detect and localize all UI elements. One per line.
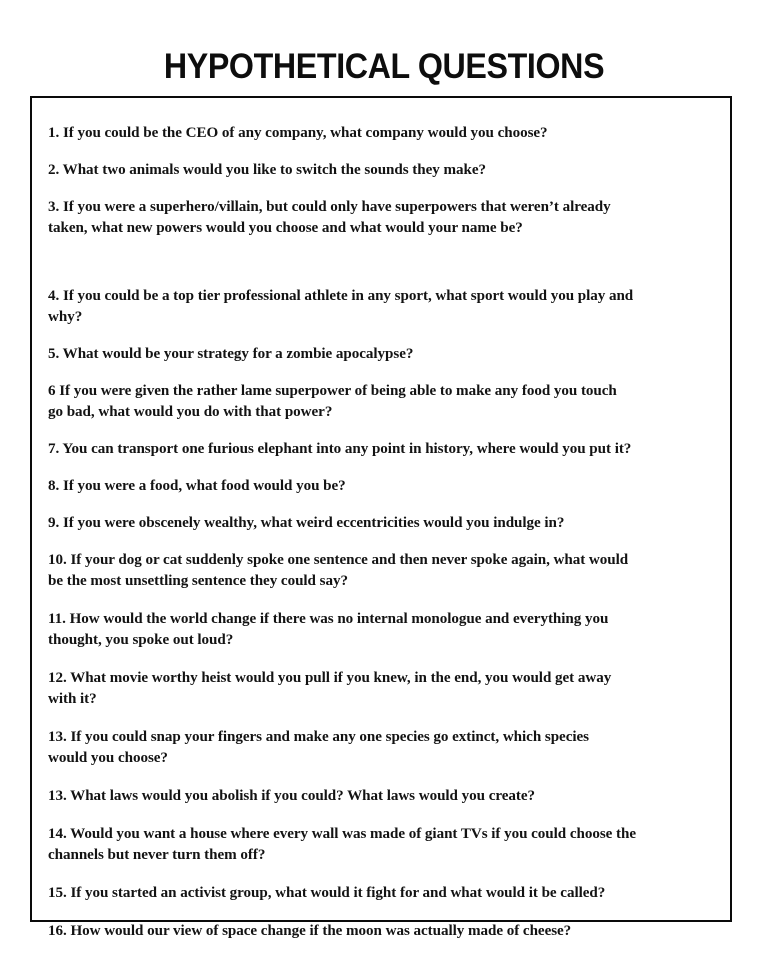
- question-list-box: [30, 96, 732, 939]
- question-item-11: 11. How would the world change if there was no internal monologue and everything you: [48, 611, 609, 627]
- question-item-9: 9. If you were obscenely wealthy, what weird eccentricities would you indulge in?: [48, 515, 565, 531]
- page-title: HYPOTHETICAL QUESTIONS: [163, 47, 605, 86]
- spacer: [44, 710, 724, 727]
- spacer-large: [44, 239, 724, 286]
- question-item-6-line2: go bad, what would you do with that power?: [48, 404, 333, 420]
- question-item-1: 1. If you could be the CEO of any company, what company would you choose?: [48, 125, 548, 141]
- question-item-5: 5. What would be your strategy for a zombie apocalypse?: [48, 346, 414, 362]
- question-item-4-line2: why?: [48, 309, 83, 325]
- question-item-4: 4. If you could be a top tier professional athlete in any sport, what sport would you play and: [48, 288, 634, 304]
- spacer: [44, 904, 724, 921]
- spacer: [44, 807, 724, 824]
- spacer: [44, 423, 724, 439]
- question-item-3: 3. If you were a superhero/villain, but could only have superpowers that weren’t already: [48, 199, 611, 215]
- question-item-10: 10. If your dog or cat suddenly spoke one sentence and then never spoke again, what would: [48, 552, 629, 568]
- question-item-13a-line2: would you choose?: [48, 750, 168, 766]
- spacer: [44, 534, 724, 550]
- spacer: [44, 181, 724, 197]
- spacer: [44, 866, 724, 883]
- question-item-7: 7. You can transport one furious elephant into any point in history, where would you put it?: [48, 441, 632, 457]
- spacer: [44, 497, 724, 513]
- question-item-14-line2: channels but never turn them off?: [48, 847, 266, 863]
- question-item-3-line2: taken, what new powers would you choose and what would your name be?: [48, 220, 523, 236]
- question-item-13a: 13. If you could snap your fingers and make any one species go extinct, which species: [48, 729, 589, 745]
- question-item-12: 12. What movie worthy heist would you pull if you knew, in the end, you would get away: [48, 670, 612, 686]
- question-item-2: 2. What two animals would you like to switch the sounds they make?: [48, 162, 486, 178]
- spacer: [44, 460, 724, 476]
- question-list: [44, 108, 724, 942]
- question-item-15: 15. If you started an activist group, what would it fight for and what would it be called?: [48, 885, 606, 901]
- question-item-8: 8. If you were a food, what food would you be?: [48, 478, 346, 494]
- spacer: [44, 144, 724, 160]
- question-item-12-line2: with it?: [48, 691, 97, 707]
- question-item-6: 6 If you were given the rather lame superpower of being able to make any food you touch: [48, 383, 617, 399]
- question-item-14: 14. Would you want a house where every wall was made of giant TVs if you could choose the: [48, 826, 637, 842]
- question-item-13b: 13. What laws would you abolish if you could? What laws would you create?: [48, 788, 535, 804]
- question-item-11-line2: thought, you spoke out loud?: [48, 632, 234, 648]
- spacer: [44, 365, 724, 381]
- question-item-16: 16. How would our view of space change if the moon was actually made of cheese?: [48, 923, 572, 939]
- spacer: [44, 328, 724, 344]
- spacer: [44, 769, 724, 786]
- spacer: [44, 592, 724, 609]
- spacer: [44, 651, 724, 668]
- spacer: [44, 108, 724, 123]
- question-item-10-line2: be the most unsettling sentence they could say?: [48, 573, 348, 589]
